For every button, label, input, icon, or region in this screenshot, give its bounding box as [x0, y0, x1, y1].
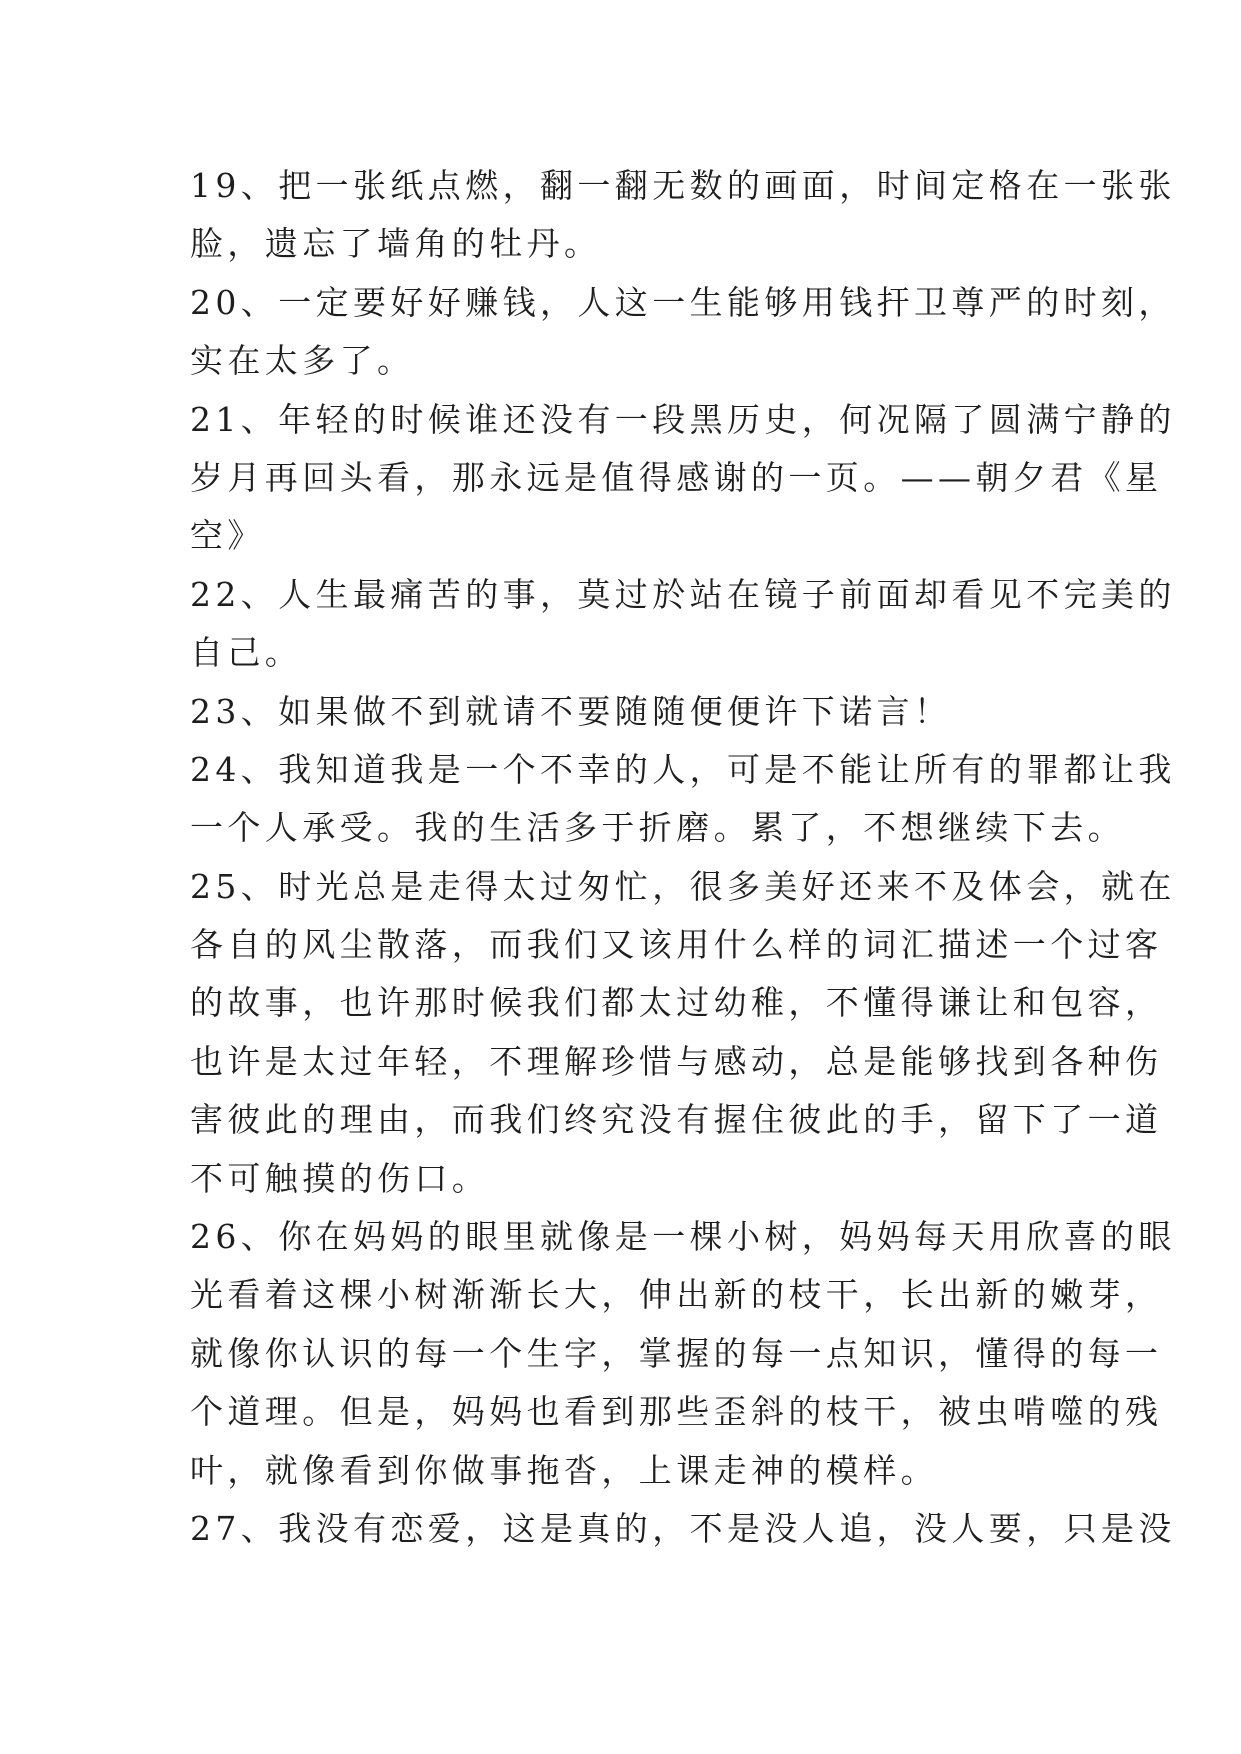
text-line: 光看着这棵小树渐渐长大，伸出新的枝干，长出新的嫩芽， — [190, 1275, 1163, 1315]
document-body — [190, 157, 1176, 1558]
text-line: 脸，遗忘了墙角的牡丹。 — [190, 224, 602, 264]
text-line: 自己。 — [190, 633, 303, 673]
text-line: 不可触摸的伤口。 — [190, 1158, 490, 1198]
text-line: 25、时光总是走得太过匆忙，很多美好还来不及体会，就在 — [190, 866, 1176, 906]
text-line: 20、一定要好好赚钱，人这一生能够用钱扞卫尊严的时刻， — [190, 282, 1176, 322]
text-line: 一个人承受。我的生活多于折磨。累了，不想继续下去。 — [190, 808, 1125, 848]
text-line: 26、你在妈妈的眼里就像是一棵小树，妈妈每天用欣喜的眼 — [190, 1217, 1176, 1257]
text-line: 21、年轻的时候谁还没有一段黑历史，何况隔了圆满宁静的 — [190, 399, 1176, 439]
text-line: 空》 — [190, 516, 265, 556]
text-line: 的故事，也许那时候我们都太过幼稚，不懂得谦让和包容， — [190, 983, 1163, 1023]
text-line: 19、把一张纸点燃，翻一翻无数的画面，时间定格在一张张 — [190, 166, 1176, 205]
text-line: 22、人生最痛苦的事，莫过於站在镜子前面却看见不完美的 — [190, 574, 1176, 614]
text-line: 岁月再回头看，那永远是值得感谢的一页。——朝夕君《星 — [190, 457, 1163, 497]
text-line: 就像你认识的每一个生字，掌握的每一点知识，懂得的每一 — [190, 1333, 1163, 1373]
text-line: 也许是太过年轻，不理解珍惜与感动，总是能够找到各种伤 — [190, 1041, 1163, 1081]
text-line: 害彼此的理由，而我们终究没有握住彼此的手，留下了一道 — [190, 1100, 1163, 1140]
text-line: 27、我没有恋爱，这是真的，不是没人追，没人要，只是没 — [190, 1508, 1176, 1548]
text-line: 实在太多了。 — [190, 341, 415, 381]
text-line: 各自的风尘散落，而我们又该用什么样的词汇描述一个过客 — [190, 925, 1163, 965]
text-line: 24、我知道我是一个不幸的人，可是不能让所有的罪都让我 — [190, 749, 1176, 789]
text-line: 叶，就像看到你做事拖沓，上课走神的模样。 — [190, 1450, 938, 1490]
text-line: 个道理。但是，妈妈也看到那些歪斜的枝干，被虫啃噬的残 — [190, 1392, 1163, 1432]
text-line: 23、如果做不到就请不要随随便便许下诺言！ — [190, 691, 952, 731]
